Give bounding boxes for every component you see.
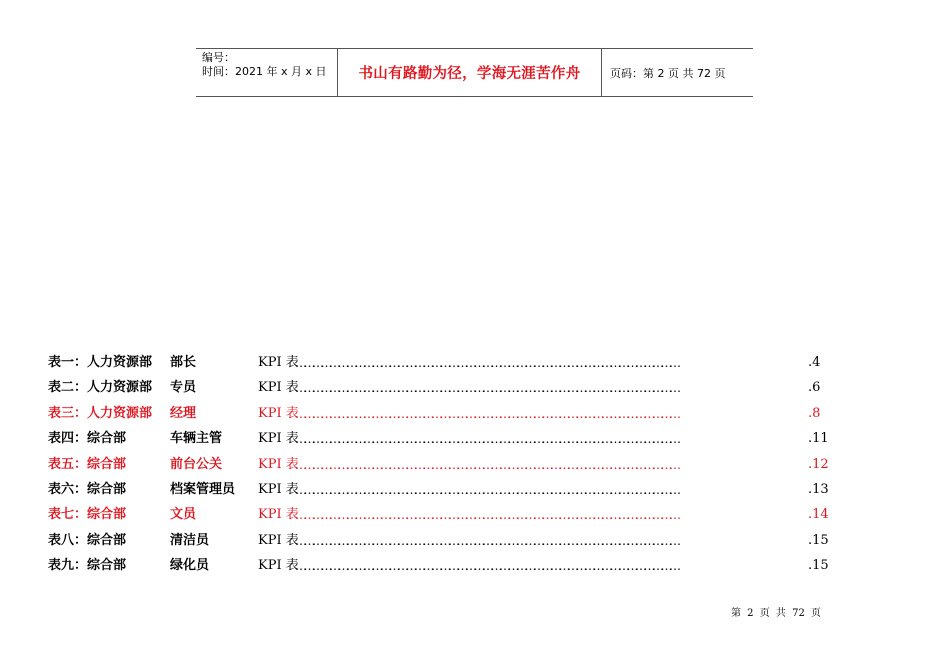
toc-entry-page: .15 — [808, 558, 829, 574]
toc-entry-label: 表五：综合部 — [48, 456, 127, 472]
toc-entry-page: .4 — [808, 355, 821, 370]
toc-entry-page: .6 — [808, 380, 821, 396]
toc-entry-label: 表九：综合部 — [48, 558, 127, 574]
toc-entry-label: 表八：综合部 — [48, 532, 127, 548]
header-meta — [196, 49, 338, 96]
toc-entry-label: 表六：综合部 — [48, 481, 127, 497]
toc-entry-role: 档案管理员 — [170, 481, 236, 497]
toc-entry-leader: ……………………………………………………………………………………………………………………… — [295, 406, 678, 421]
toc-entry-label: 表四：综合部 — [48, 431, 127, 447]
toc-entry[interactable] — [48, 353, 833, 378]
toc-entry-leader: ……………………………………………………………………………………………………………………… — [295, 356, 678, 370]
toc-entry-leader: ……………………………………………………………………………………………………………………… — [295, 559, 678, 574]
toc-entry-role: 车辆主管 — [170, 431, 223, 447]
toc-entry-kpi: KPI 表 — [258, 355, 299, 370]
toc-entry[interactable] — [48, 505, 833, 530]
table-of-contents — [48, 353, 833, 582]
toc-entry-leader: ……………………………………………………………………………………………………………………… — [295, 432, 678, 447]
toc-entry[interactable] — [48, 378, 833, 403]
toc-entry-page: .14 — [808, 507, 829, 523]
toc-entry[interactable] — [48, 531, 833, 556]
toc-entry-page: .8 — [808, 405, 821, 421]
toc-entry-leader: ……………………………………………………………………………………………………………………… — [295, 533, 678, 548]
toc-entry-label: 表三：人力资源部 — [48, 405, 153, 421]
toc-entry-page: .11 — [808, 431, 829, 447]
toc-entry-kpi: KPI 表 — [258, 431, 299, 447]
toc-entry[interactable] — [48, 404, 833, 429]
toc-entry-role: 部长 — [170, 355, 197, 370]
toc-entry-leader: ……………………………………………………………………………………………………………………… — [295, 381, 678, 396]
toc-entry-page: .15 — [808, 532, 829, 548]
footer-page-number: 第 2 页 共 72 页 — [731, 608, 821, 619]
toc-entry-kpi: KPI 表 — [258, 405, 299, 421]
toc-entry-label: 表七：综合部 — [48, 507, 127, 523]
toc-entry-role: 清洁员 — [170, 532, 210, 548]
toc-entry-kpi: KPI 表 — [258, 558, 299, 574]
toc-entry-kpi: KPI 表 — [258, 456, 299, 472]
header-motto-cell — [338, 49, 602, 96]
toc-entry-label: 表二：人力资源部 — [48, 380, 153, 396]
toc-entry-leader: ……………………………………………………………………………………………………………………… — [295, 508, 678, 523]
toc-entry[interactable] — [48, 429, 833, 454]
toc-entry-leader: ……………………………………………………………………………………………………………………… — [295, 482, 678, 497]
toc-entry-label: 表一：人力资源部 — [48, 355, 153, 370]
toc-entry[interactable] — [48, 480, 833, 505]
toc-entry-leader: ……………………………………………………………………………………………………………………… — [295, 457, 678, 472]
header-motto: 书山有路勤为径，学海无涯苦作舟 — [358, 66, 581, 82]
toc-entry-page: .13 — [808, 481, 829, 497]
toc-entry[interactable] — [48, 455, 833, 480]
toc-entry-kpi: KPI 表 — [258, 507, 299, 523]
toc-entry-kpi: KPI 表 — [258, 481, 299, 497]
page-header — [196, 48, 753, 97]
time-label: 时间：2021 年 x 月 x 日 — [202, 65, 327, 78]
header-page-info: 页码：第 2 页 共 72 页 — [610, 66, 726, 80]
toc-entry-role: 前台公关 — [170, 456, 223, 472]
toc-entry-role: 绿化员 — [170, 558, 210, 574]
toc-entry-kpi: KPI 表 — [258, 380, 299, 396]
toc-entry-page: .12 — [808, 456, 829, 472]
toc-entry-kpi: KPI 表 — [258, 532, 299, 548]
toc-entry-role: 专员 — [170, 380, 197, 396]
toc-entry-role: 经理 — [170, 405, 197, 421]
code-label: 编号： — [202, 51, 235, 64]
header-page-cell — [602, 49, 753, 96]
toc-entry-role: 文员 — [170, 507, 197, 523]
toc-entry[interactable] — [48, 556, 833, 581]
